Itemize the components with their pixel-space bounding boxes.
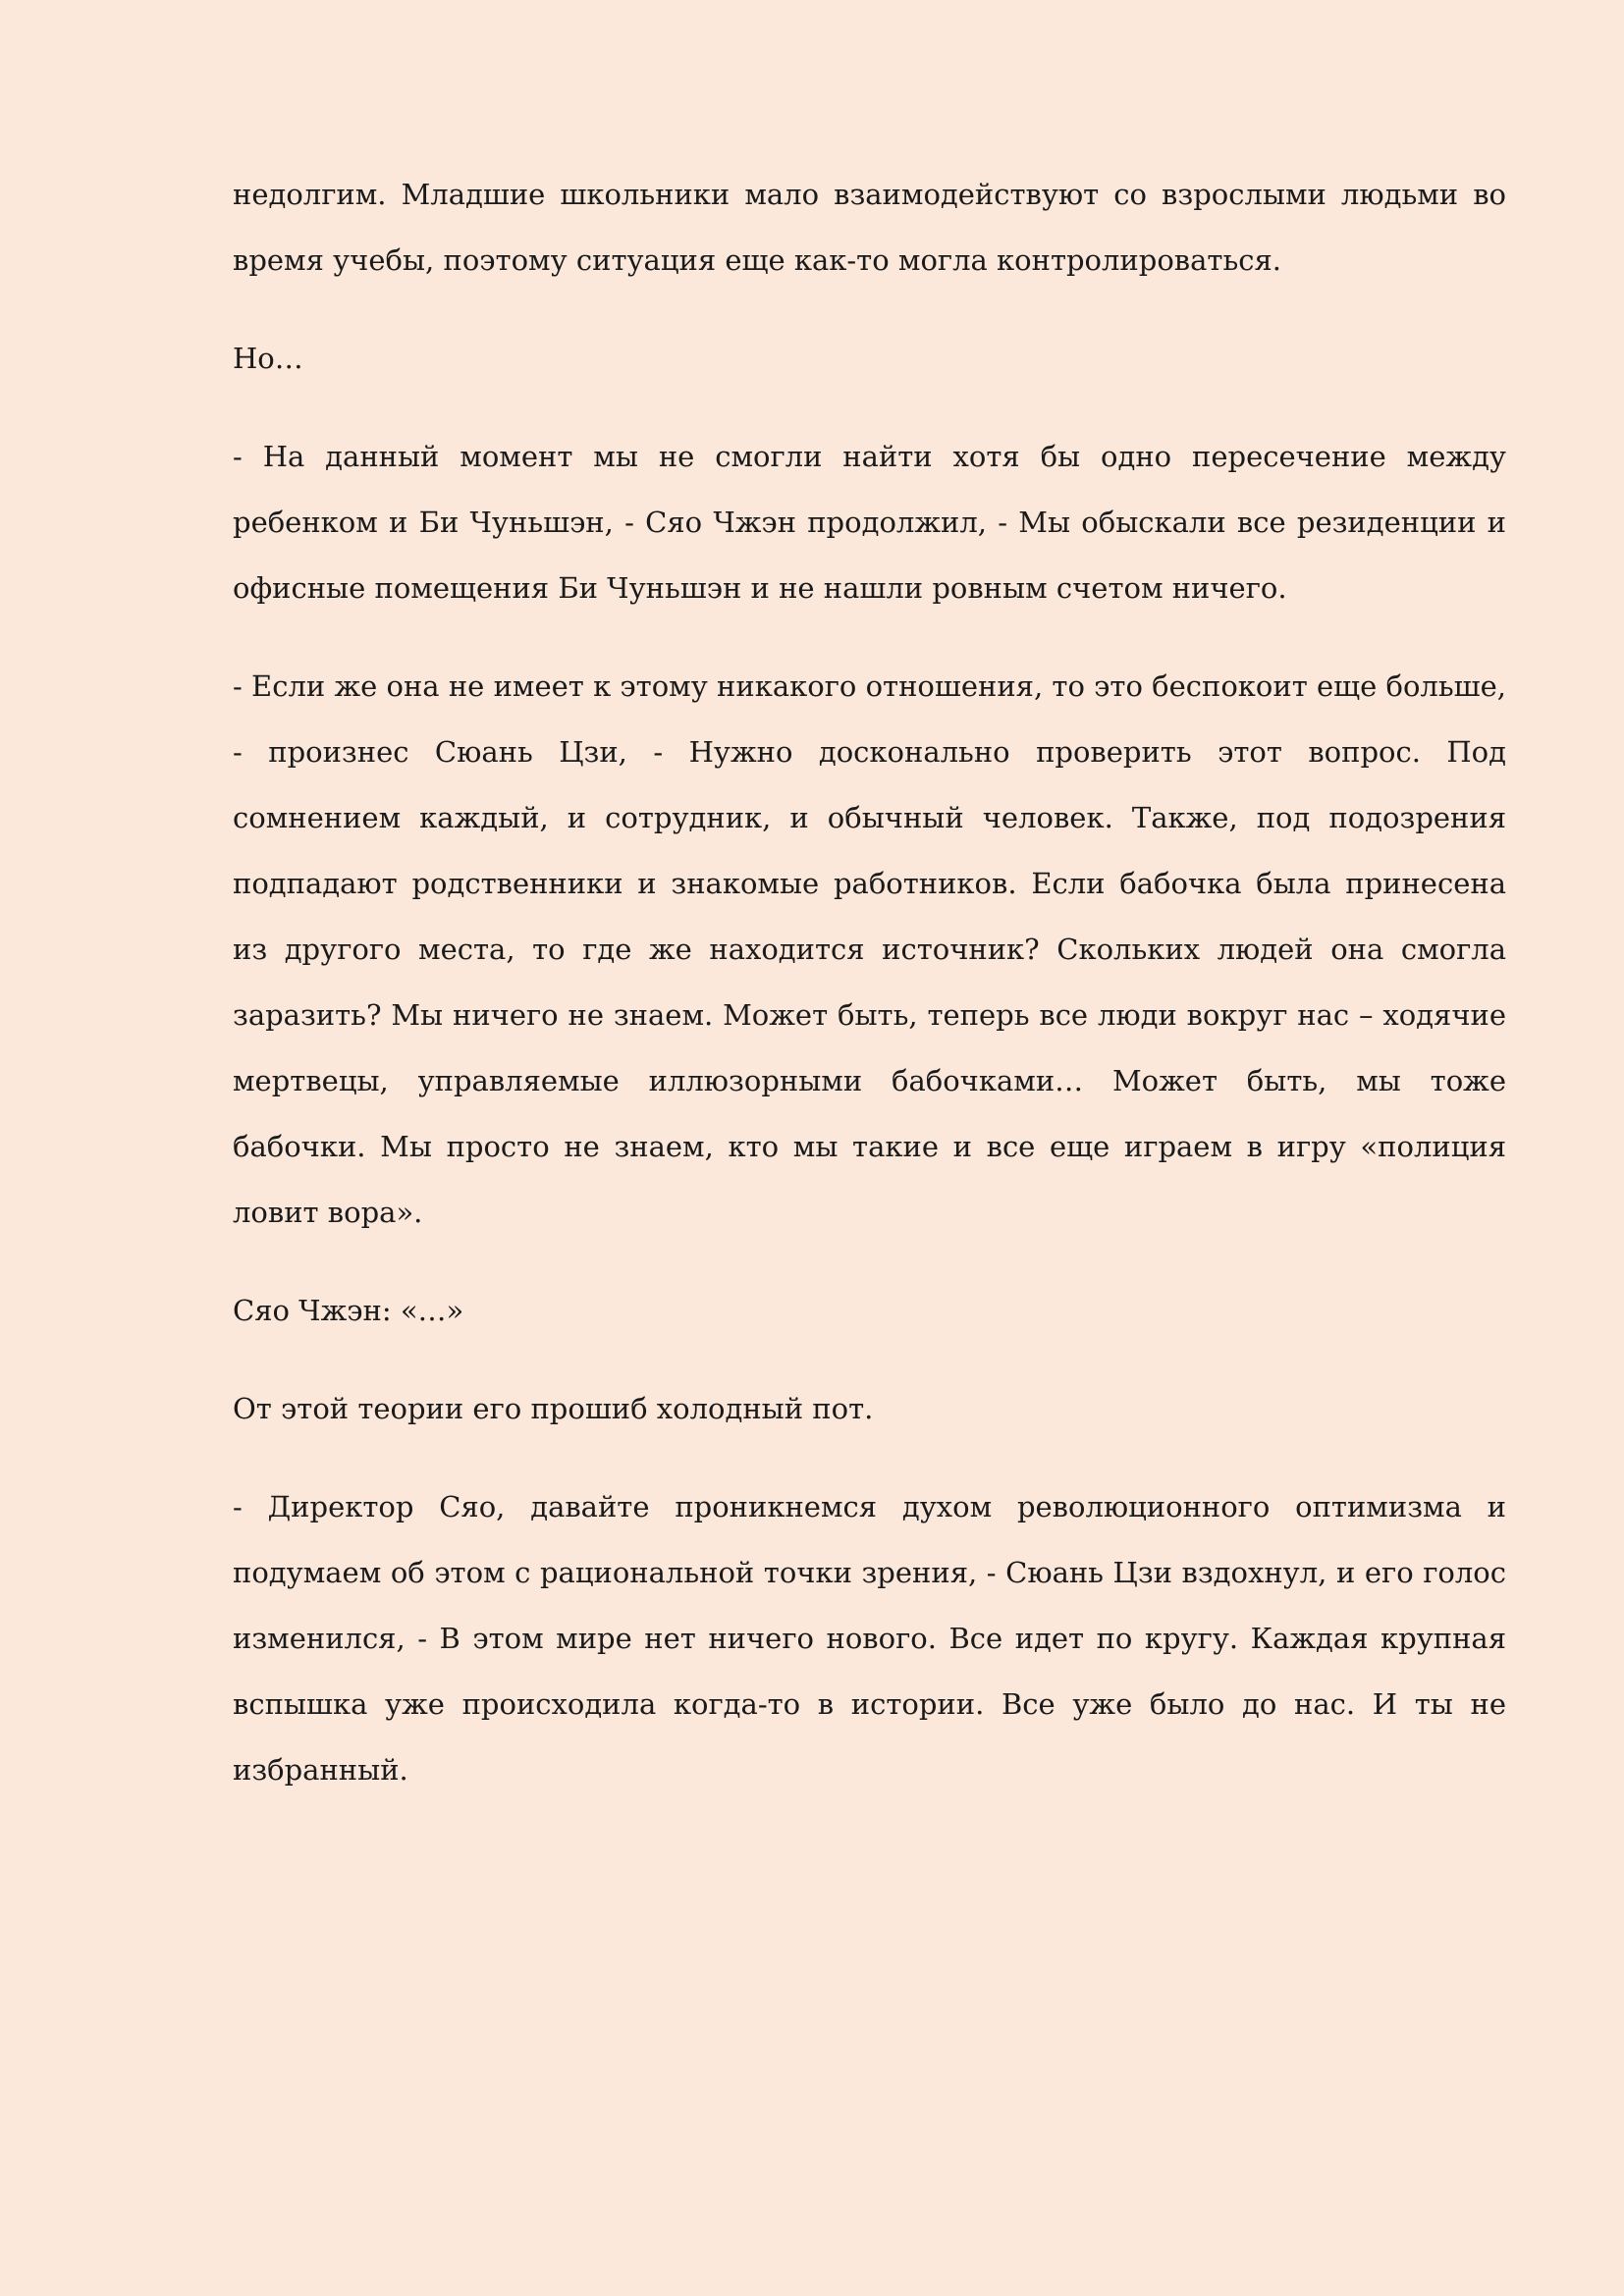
text-body — [233, 162, 1506, 1836]
paragraph: От этой теории его прошиб холодный пот. — [233, 1392, 874, 1425]
paragraph: - Директор Сяо, давайте проникнемся духом революционного оптимизма и подумаем об этом с рациональной точки зрения, - Сюань Цзи вздохнул, и его голос изменился, - В этом мире нет ничего нового. Все идет по кругу. Каждая крупная вспышка уже происходила когда-то в истории. Все уже было до нас. И ты не избранный. — [233, 1490, 1506, 1787]
paragraph: - Если же она не имеет к этому никакого отношения, то это беспокоит еще больше, - произнес Сюань Цзи, - Нужно досконально проверить этот вопрос. Под сомнением каждый, и сотрудник, и обычный человек. Также, под подозрения подпадают родственники и знакомые работников. Если бабочка была принесена из другого места, то где же находится источник? Скольких людей она смогла заразить? Мы ничего не знаем. Может быть, теперь все люди вокруг нас – ходячие мертвецы, управляемые иллюзорными бабочками… Может быть, мы тоже бабочки. Мы просто не знаем, кто мы такие и все еще играем в игру «полиция ловит вора». — [233, 669, 1506, 1229]
paragraph: Сяо Чжэн: «…» — [233, 1294, 464, 1327]
paragraph: недолгим. Младшие школьники мало взаимодействуют со взрослыми людьми во время учебы, поэтому ситуация еще как-то могла контролироваться. — [233, 178, 1506, 277]
paragraph: Но… — [233, 342, 303, 375]
paragraph: - На данный момент мы не смогли найти хотя бы одно пересечение между ребенком и Би Чуньшэн, - Сяо Чжэн продолжил, - Мы обыскали все резиденции и офисные помещения Би Чуньшэн и не нашли ровным счетом ничего. — [233, 440, 1506, 605]
